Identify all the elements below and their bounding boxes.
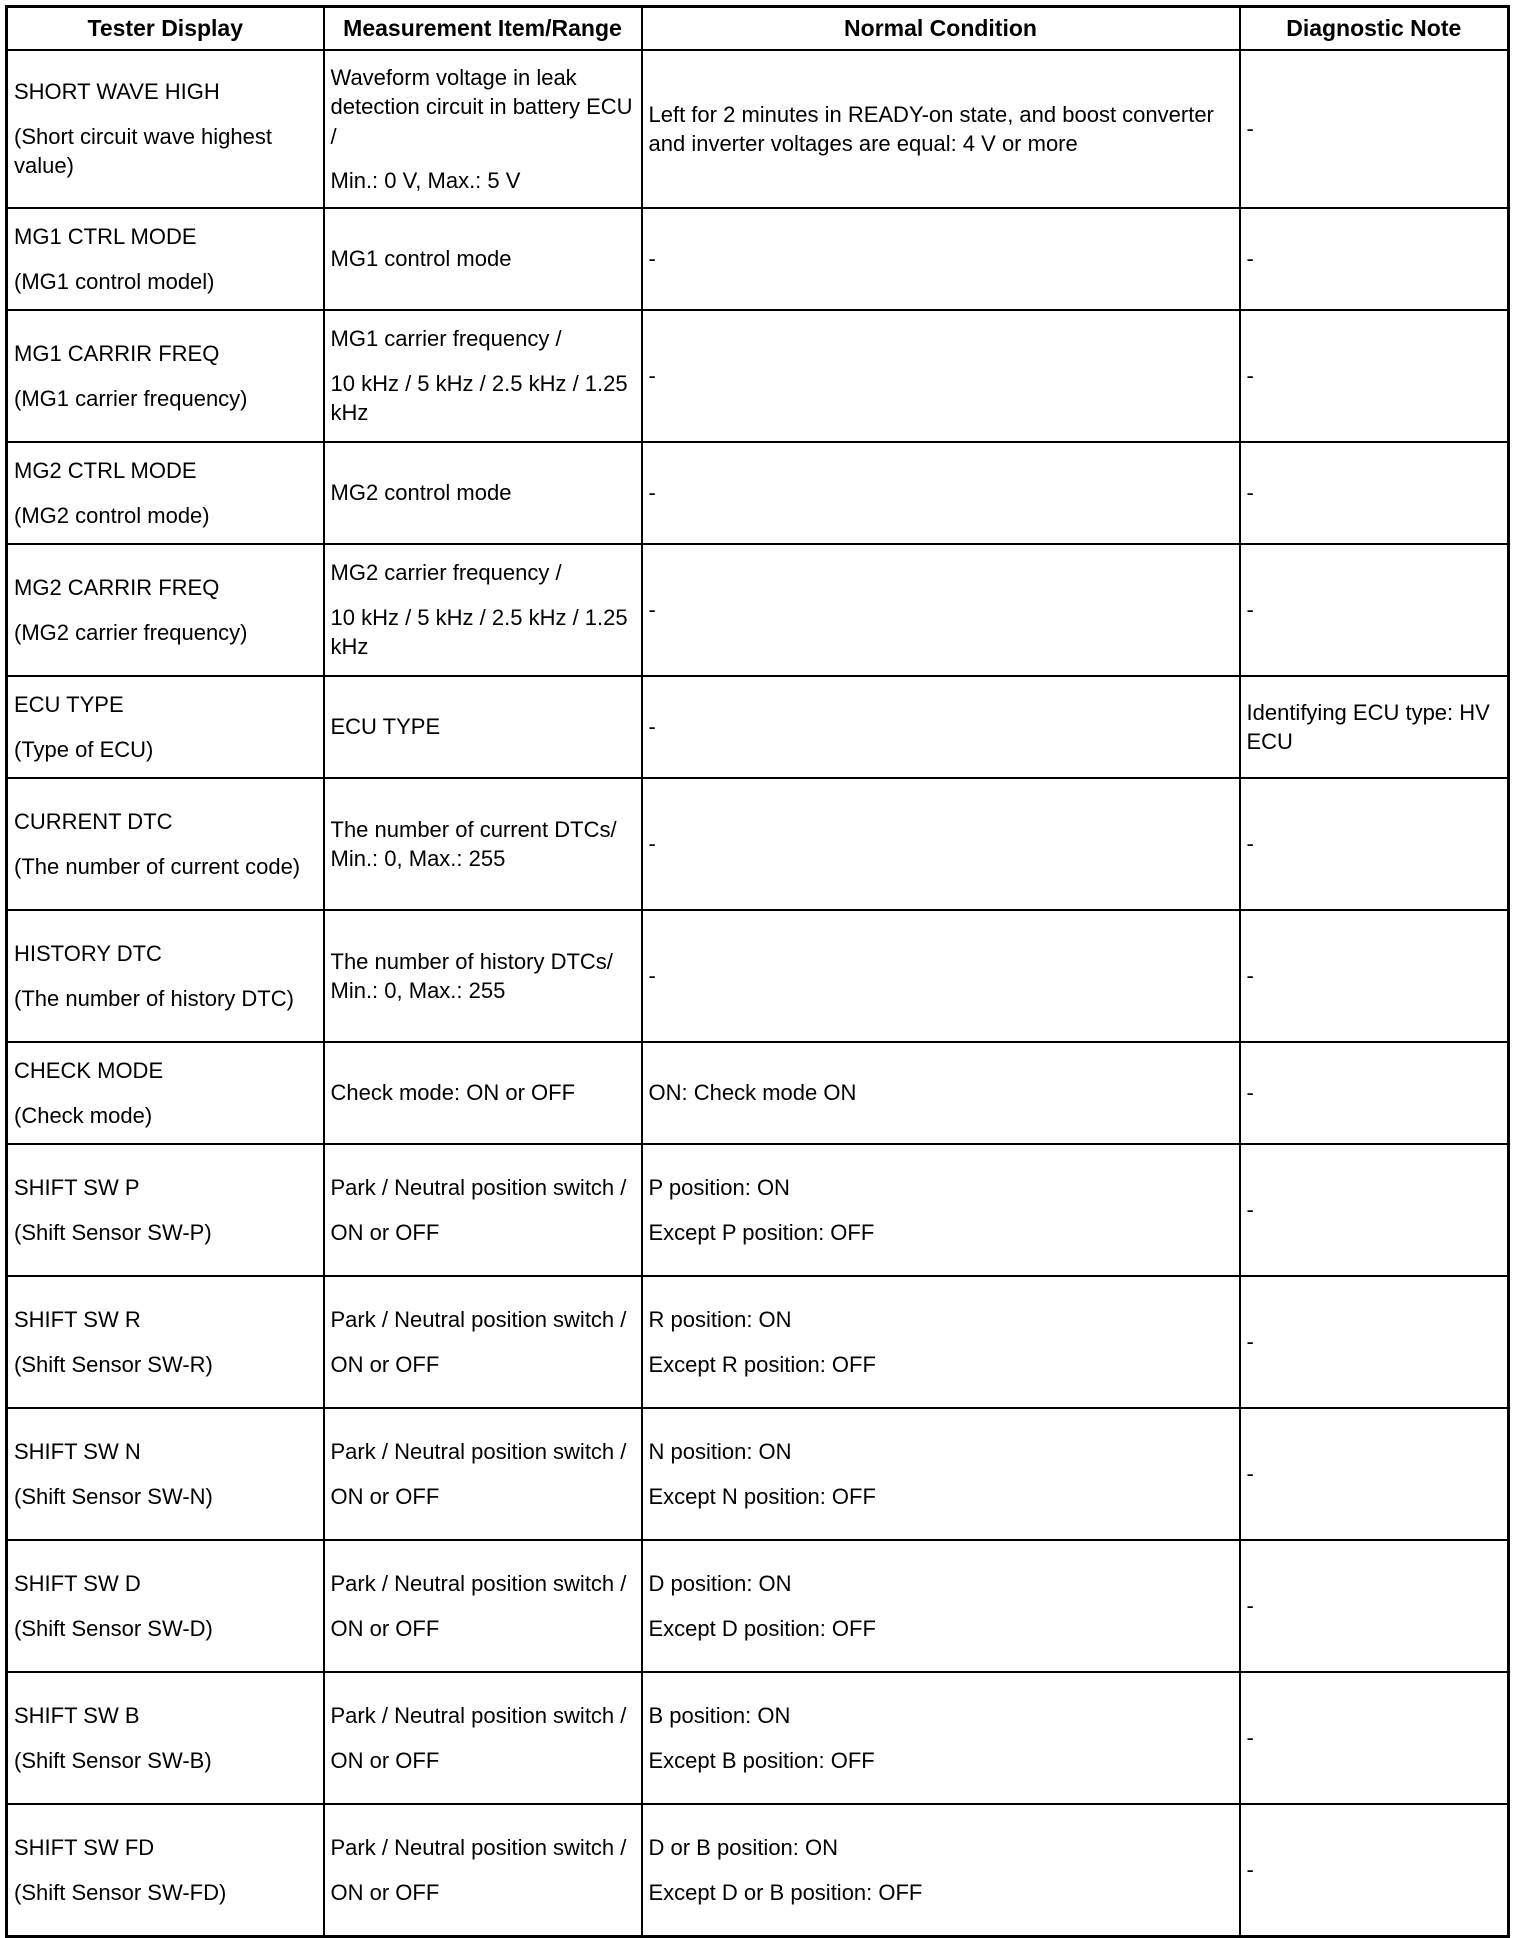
normal-condition-text: - xyxy=(648,597,656,623)
measurement-item: Waveform voltage in leak detection circuit in battery ECU / xyxy=(330,64,633,149)
measurement-item: Park / Neutral position switch / xyxy=(330,1703,627,1729)
table-row xyxy=(7,676,1509,778)
tester-display-cell xyxy=(7,676,324,778)
tester-display-cell xyxy=(7,310,324,442)
diagnostic-note-cell xyxy=(1240,1276,1509,1408)
measurement-item: Park / Neutral position switch / xyxy=(330,1835,627,1861)
measurement-item: Check mode: ON or OFF xyxy=(330,1080,576,1106)
measurement-item: MG1 carrier frequency / xyxy=(330,326,562,352)
tester-display-description: (MG2 control mode) xyxy=(14,502,210,528)
measurement-item: The number of history DTCs/ Min.: 0, Max.: 255 xyxy=(330,948,613,1003)
measurement-cell xyxy=(324,310,642,442)
normal-condition-on: P position: ON xyxy=(648,1175,790,1201)
tester-display-description: (Shift Sensor SW-D) xyxy=(14,1615,213,1641)
tester-display-description: (Shift Sensor SW-FD) xyxy=(14,1879,227,1905)
tester-display-description: (Type of ECU) xyxy=(14,736,154,762)
normal-condition-off: Except D or B position: OFF xyxy=(648,1879,923,1905)
normal-condition-on: D position: ON xyxy=(648,1571,792,1597)
diagnostic-note-cell xyxy=(1240,1144,1509,1276)
normal-condition-text: - xyxy=(648,363,656,389)
tester-display-name: SHIFT SW P xyxy=(14,1175,140,1201)
table-row xyxy=(7,50,1509,208)
normal-condition-cell xyxy=(642,676,1240,778)
tester-display-cell xyxy=(7,1408,324,1540)
table-row xyxy=(7,910,1509,1042)
normal-condition-text: Left for 2 minutes in READY-on state, and boost converter and inverter voltages are equal: 4 V or more xyxy=(648,101,1214,156)
measurement-cell xyxy=(324,208,642,310)
table-row xyxy=(7,1042,1509,1144)
diagnostic-note-cell xyxy=(1240,208,1509,310)
tester-display-name: MG1 CTRL MODE xyxy=(14,224,197,250)
measurement-cell xyxy=(324,1144,642,1276)
normal-condition-cell xyxy=(642,1408,1240,1540)
measurement-range: 10 kHz / 5 kHz / 2.5 kHz / 1.25 kHz xyxy=(330,370,628,426)
measurement-cell xyxy=(324,778,642,910)
measurement-cell xyxy=(324,544,642,676)
header-normal-condition: Normal Condition xyxy=(642,7,1240,51)
diagnostic-note-cell xyxy=(1240,50,1509,208)
tester-display-cell xyxy=(7,208,324,310)
normal-condition-cell xyxy=(642,208,1240,310)
diagnostic-note-text: - xyxy=(1246,1725,1254,1751)
measurement-item: ECU TYPE xyxy=(330,714,441,740)
measurement-item: Park / Neutral position switch / xyxy=(330,1439,627,1465)
tester-display-cell xyxy=(7,1672,324,1804)
table-row xyxy=(7,1276,1509,1408)
tester-display-name: MG2 CARRIR FREQ xyxy=(14,575,220,601)
diagnostic-note-text: Identifying ECU type: HV ECU xyxy=(1246,699,1490,754)
measurement-item: Park / Neutral position switch / xyxy=(330,1571,627,1597)
diagnostic-note-text: - xyxy=(1246,1080,1254,1106)
measurement-cell xyxy=(324,910,642,1042)
tester-display-name: ECU TYPE xyxy=(14,692,124,718)
diagnostic-note-cell xyxy=(1240,1042,1509,1144)
normal-condition-off: Except B position: OFF xyxy=(648,1747,875,1773)
normal-condition-off: Except P position: OFF xyxy=(648,1219,875,1245)
measurement-item: MG1 control mode xyxy=(330,246,512,272)
tester-display-name: SHORT WAVE HIGH xyxy=(14,79,220,105)
tester-display-name: MG1 CARRIR FREQ xyxy=(14,341,220,367)
measurement-range: ON or OFF xyxy=(330,1483,440,1509)
diagnostic-note-text: - xyxy=(1246,1593,1254,1619)
measurement-range: ON or OFF xyxy=(330,1747,440,1773)
tester-display-name: SHIFT SW B xyxy=(14,1703,140,1729)
normal-condition-on: N position: ON xyxy=(648,1439,792,1465)
normal-condition-text: ON: Check mode ON xyxy=(648,1080,857,1106)
normal-condition-cell xyxy=(642,442,1240,544)
tester-display-description: (The number of history DTC) xyxy=(14,985,294,1011)
tester-display-cell xyxy=(7,1042,324,1144)
measurement-range: 10 kHz / 5 kHz / 2.5 kHz / 1.25 kHz xyxy=(330,604,628,660)
diagnostic-note-cell xyxy=(1240,1408,1509,1540)
header-diagnostic-note: Diagnostic Note xyxy=(1240,7,1509,51)
diagnostic-note-cell xyxy=(1240,310,1509,442)
tester-display-cell xyxy=(7,778,324,910)
header-row xyxy=(7,7,1509,51)
measurement-range: Min.: 0 V, Max.: 5 V xyxy=(330,167,521,193)
diagnostic-note-text: - xyxy=(1246,363,1254,389)
tester-display-name: CHECK MODE xyxy=(14,1058,164,1084)
tester-display-name: SHIFT SW FD xyxy=(14,1835,155,1861)
tester-display-cell xyxy=(7,1144,324,1276)
tester-display-cell xyxy=(7,1540,324,1672)
normal-condition-text: - xyxy=(648,246,656,272)
measurement-cell xyxy=(324,676,642,778)
normal-condition-off: Except R position: OFF xyxy=(648,1351,876,1377)
data-list-table xyxy=(5,5,1510,1938)
normal-condition-off: Except D position: OFF xyxy=(648,1615,876,1641)
diagnostic-note-cell xyxy=(1240,544,1509,676)
normal-condition-text: - xyxy=(648,714,656,740)
data-list-table-container xyxy=(5,5,1507,1905)
tester-display-cell xyxy=(7,1804,324,1937)
diagnostic-note-text: - xyxy=(1246,480,1254,506)
table-row xyxy=(7,778,1509,910)
measurement-range: ON or OFF xyxy=(330,1351,440,1377)
tester-display-description: (Shift Sensor SW-P) xyxy=(14,1219,212,1245)
measurement-range: ON or OFF xyxy=(330,1615,440,1641)
diagnostic-note-text: - xyxy=(1246,963,1254,989)
normal-condition-cell xyxy=(642,50,1240,208)
normal-condition-off: Except N position: OFF xyxy=(648,1483,876,1509)
tester-display-name: SHIFT SW D xyxy=(14,1571,141,1597)
normal-condition-cell xyxy=(642,778,1240,910)
table-row xyxy=(7,1540,1509,1672)
diagnostic-note-cell xyxy=(1240,778,1509,910)
normal-condition-text: - xyxy=(648,831,656,857)
normal-condition-text: - xyxy=(648,963,656,989)
tester-display-cell xyxy=(7,544,324,676)
diagnostic-note-cell xyxy=(1240,1804,1509,1937)
table-row xyxy=(7,310,1509,442)
tester-display-description: (MG2 carrier frequency) xyxy=(14,619,248,645)
normal-condition-cell xyxy=(642,1540,1240,1672)
normal-condition-cell xyxy=(642,544,1240,676)
table-row xyxy=(7,442,1509,544)
diagnostic-note-text: - xyxy=(1246,1329,1254,1355)
measurement-cell xyxy=(324,1804,642,1937)
normal-condition-cell xyxy=(642,1672,1240,1804)
normal-condition-text: - xyxy=(648,480,656,506)
measurement-range: ON or OFF xyxy=(330,1219,440,1245)
tester-display-cell xyxy=(7,910,324,1042)
tester-display-name: MG2 CTRL MODE xyxy=(14,458,197,484)
table-row xyxy=(7,1144,1509,1276)
diagnostic-note-cell xyxy=(1240,442,1509,544)
measurement-cell xyxy=(324,1042,642,1144)
header-measurement: Measurement Item/Range xyxy=(324,7,642,51)
tester-display-cell xyxy=(7,1276,324,1408)
measurement-range: ON or OFF xyxy=(330,1879,440,1905)
tester-display-cell xyxy=(7,50,324,208)
measurement-item: Park / Neutral position switch / xyxy=(330,1307,627,1333)
tester-display-description: (Shift Sensor SW-R) xyxy=(14,1351,213,1377)
diagnostic-note-cell xyxy=(1240,910,1509,1042)
measurement-item: MG2 control mode xyxy=(330,480,512,506)
measurement-cell xyxy=(324,50,642,208)
header-tester-display: Tester Display xyxy=(7,7,324,51)
measurement-item: MG2 carrier frequency / xyxy=(330,560,562,586)
normal-condition-on: D or B position: ON xyxy=(648,1835,839,1861)
tester-display-description: (Check mode) xyxy=(14,1102,153,1128)
tester-display-name: SHIFT SW N xyxy=(14,1439,141,1465)
normal-condition-cell xyxy=(642,1276,1240,1408)
diagnostic-note-text: - xyxy=(1246,597,1254,623)
diagnostic-note-text: - xyxy=(1246,1461,1254,1487)
diagnostic-note-text: - xyxy=(1246,831,1254,857)
measurement-cell xyxy=(324,442,642,544)
tester-display-name: CURRENT DTC xyxy=(14,809,173,835)
measurement-cell xyxy=(324,1540,642,1672)
tester-display-cell xyxy=(7,442,324,544)
measurement-cell xyxy=(324,1276,642,1408)
diagnostic-note-text: - xyxy=(1246,246,1254,272)
table-row xyxy=(7,544,1509,676)
diagnostic-note-text: - xyxy=(1246,116,1254,142)
normal-condition-on: B position: ON xyxy=(648,1703,791,1729)
tester-display-name: HISTORY DTC xyxy=(14,941,162,967)
normal-condition-cell xyxy=(642,1804,1240,1937)
diagnostic-note-cell xyxy=(1240,1672,1509,1804)
normal-condition-cell xyxy=(642,1042,1240,1144)
normal-condition-cell xyxy=(642,310,1240,442)
diagnostic-note-text: - xyxy=(1246,1197,1254,1223)
tester-display-description: (The number of current code) xyxy=(14,853,301,879)
tester-display-description: (MG1 carrier frequency) xyxy=(14,385,248,411)
tester-display-description: (Short circuit wave highest value) xyxy=(14,123,272,179)
table-row xyxy=(7,1672,1509,1804)
normal-condition-cell xyxy=(642,1144,1240,1276)
table-row xyxy=(7,208,1509,310)
measurement-item: The number of current DTCs/ Min.: 0, Max.: 255 xyxy=(330,816,617,871)
measurement-item: Park / Neutral position switch / xyxy=(330,1175,627,1201)
measurement-cell xyxy=(324,1408,642,1540)
measurement-cell xyxy=(324,1672,642,1804)
diagnostic-note-text: - xyxy=(1246,1857,1254,1883)
table-row xyxy=(7,1408,1509,1540)
diagnostic-note-cell xyxy=(1240,1540,1509,1672)
tester-display-description: (Shift Sensor SW-B) xyxy=(14,1747,212,1773)
table-row xyxy=(7,1804,1509,1937)
normal-condition-on: R position: ON xyxy=(648,1307,792,1333)
tester-display-description: (MG1 control model) xyxy=(14,268,215,294)
tester-display-description: (Shift Sensor SW-N) xyxy=(14,1483,213,1509)
tester-display-name: SHIFT SW R xyxy=(14,1307,141,1333)
normal-condition-cell xyxy=(642,910,1240,1042)
diagnostic-note-cell xyxy=(1240,676,1509,778)
